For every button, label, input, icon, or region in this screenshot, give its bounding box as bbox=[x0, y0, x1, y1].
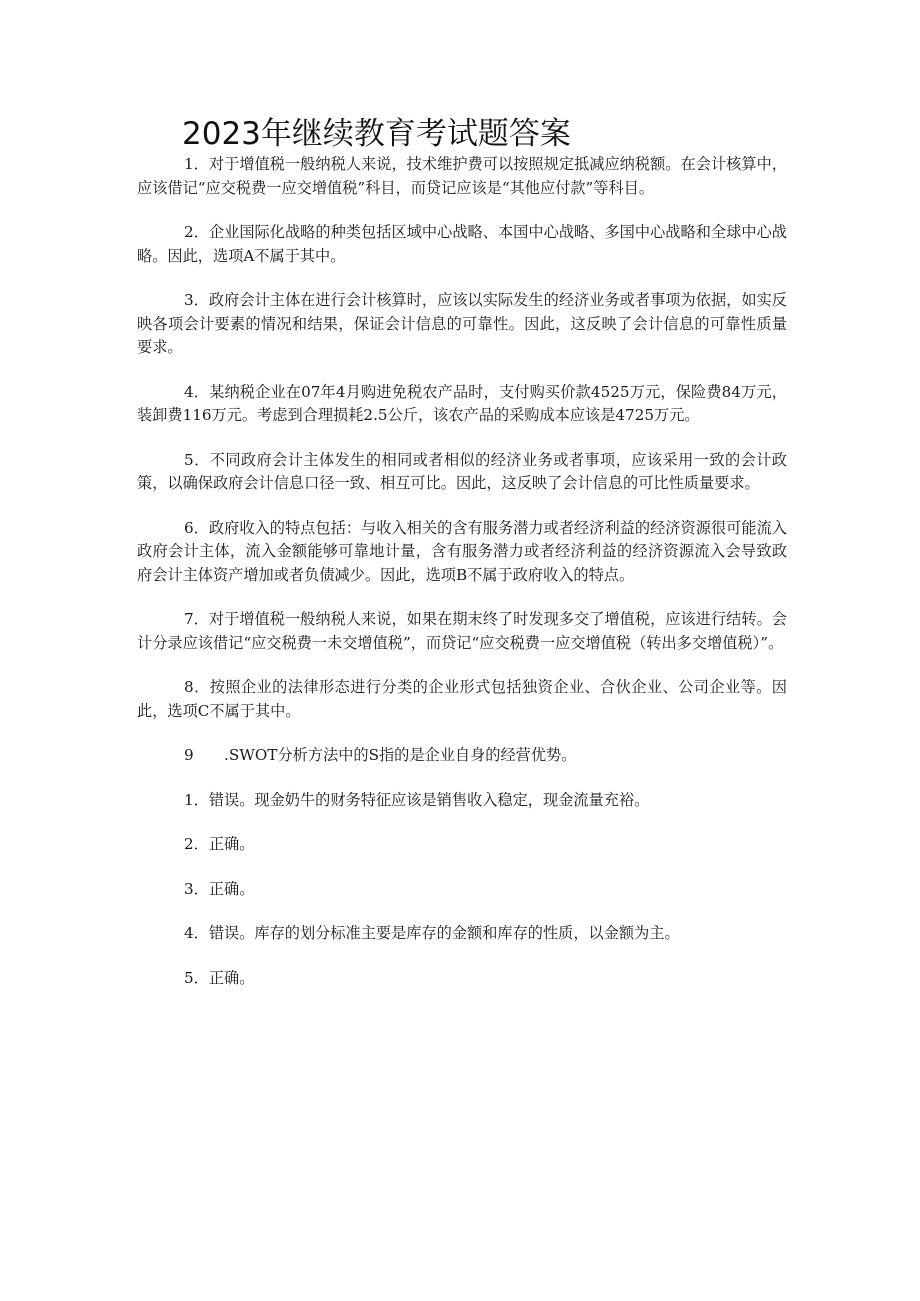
paragraph-gap bbox=[137, 428, 787, 449]
paragraph-gap bbox=[137, 723, 787, 744]
judgment-item-1: 1．错误。现金奶牛的财务特征应该是销售收入稳定，现金流量充裕。 bbox=[184, 790, 650, 809]
paragraph-gap bbox=[137, 268, 787, 289]
question-paragraph-2: 2．企业国际化战略的种类包括区域中心战略、本国中心战略、多国中心战略和全球中心战略。因此，选项A不属于其中。 bbox=[137, 223, 787, 265]
paragraph-gap bbox=[137, 655, 787, 676]
question-paragraph-8: 8．按照企业的法律形态进行分类的企业形式包括独资企业、合伙企业、公司企业等。因此，选项C不属于其中。 bbox=[137, 678, 787, 720]
judgment-item-2: 2．正确。 bbox=[184, 835, 255, 853]
question-paragraph-1: 1．对于增值税一般纳税人来说，技术维护费可以按照规定抵减应纳税额。在会计核算中，应该借记“应交税费一应交增值税”科目，而贷记应该是“其他应付款”等科目。 bbox=[137, 155, 787, 197]
paragraph-gap bbox=[137, 812, 787, 833]
question-paragraph-9: 9 .SWOT分析方法中的S指的是企业自身的经营优势。 bbox=[184, 746, 577, 764]
paragraph-gap bbox=[137, 768, 787, 789]
paragraph-gap bbox=[137, 901, 787, 922]
judgment-item-5: 5．正确。 bbox=[184, 968, 255, 987]
question-paragraph-3: 3．政府会计主体在进行会计核算时，应该以实际发生的经济业务或者事项为依据，如实反映各项会计要素的情况和结果，保证会计信息的可靠性。因此，这反映了会计信息的可靠性质量要求。 bbox=[137, 291, 787, 356]
page-title: 2023年继续教育考试题答案 bbox=[182, 116, 571, 152]
paragraph-gap bbox=[137, 587, 787, 608]
judgment-item-3: 3．正确。 bbox=[184, 879, 255, 898]
judgment-item-4: 4．错误。库存的划分标准主要是库存的金额和库存的性质，以金额为主。 bbox=[184, 924, 680, 942]
question-paragraph-7: 7．对于增值税一般纳税人来说，如果在期末终了时发现多交了增值税，应该进行结转。会计分录应该借记“应交税费一未交增值税”，而贷记“应交税费一应交增值税（转出多交增值税）”。 bbox=[137, 610, 787, 652]
paragraph-gap bbox=[137, 360, 787, 381]
document-body bbox=[137, 153, 787, 990]
paragraph-gap bbox=[137, 946, 787, 967]
paragraph-gap bbox=[137, 200, 787, 221]
question-paragraph-6: 6．政府收入的特点包括：与收入相关的含有服务潜力或者经济利益的经济资源很可能流入政府会计主体，流入金额能够可靠地计量，含有服务潜力或者经济利益的经济资源流入会导致政府会计主体资产增加或者负债减少。因此，选项B不属于政府收入的特点。 bbox=[137, 518, 787, 584]
question-paragraph-4: 4．某纳税企业在07年4月购进免税农产品时，支付购买价款4525万元，保险费84万元，装卸费116万元。考虑到合理损耗2.5公斤，该农产品的采购成本应该是4725万元。 bbox=[137, 382, 787, 424]
question-paragraph-5: 5．不同政府会计主体发生的相同或者相似的经济业务或者事项，应该采用一致的会计政策，以确保政府会计信息口径一致、相互可比。因此，这反映了会计信息的可比性质量要求。 bbox=[137, 450, 787, 492]
paragraph-gap bbox=[137, 496, 787, 517]
paragraph-gap bbox=[137, 857, 787, 878]
